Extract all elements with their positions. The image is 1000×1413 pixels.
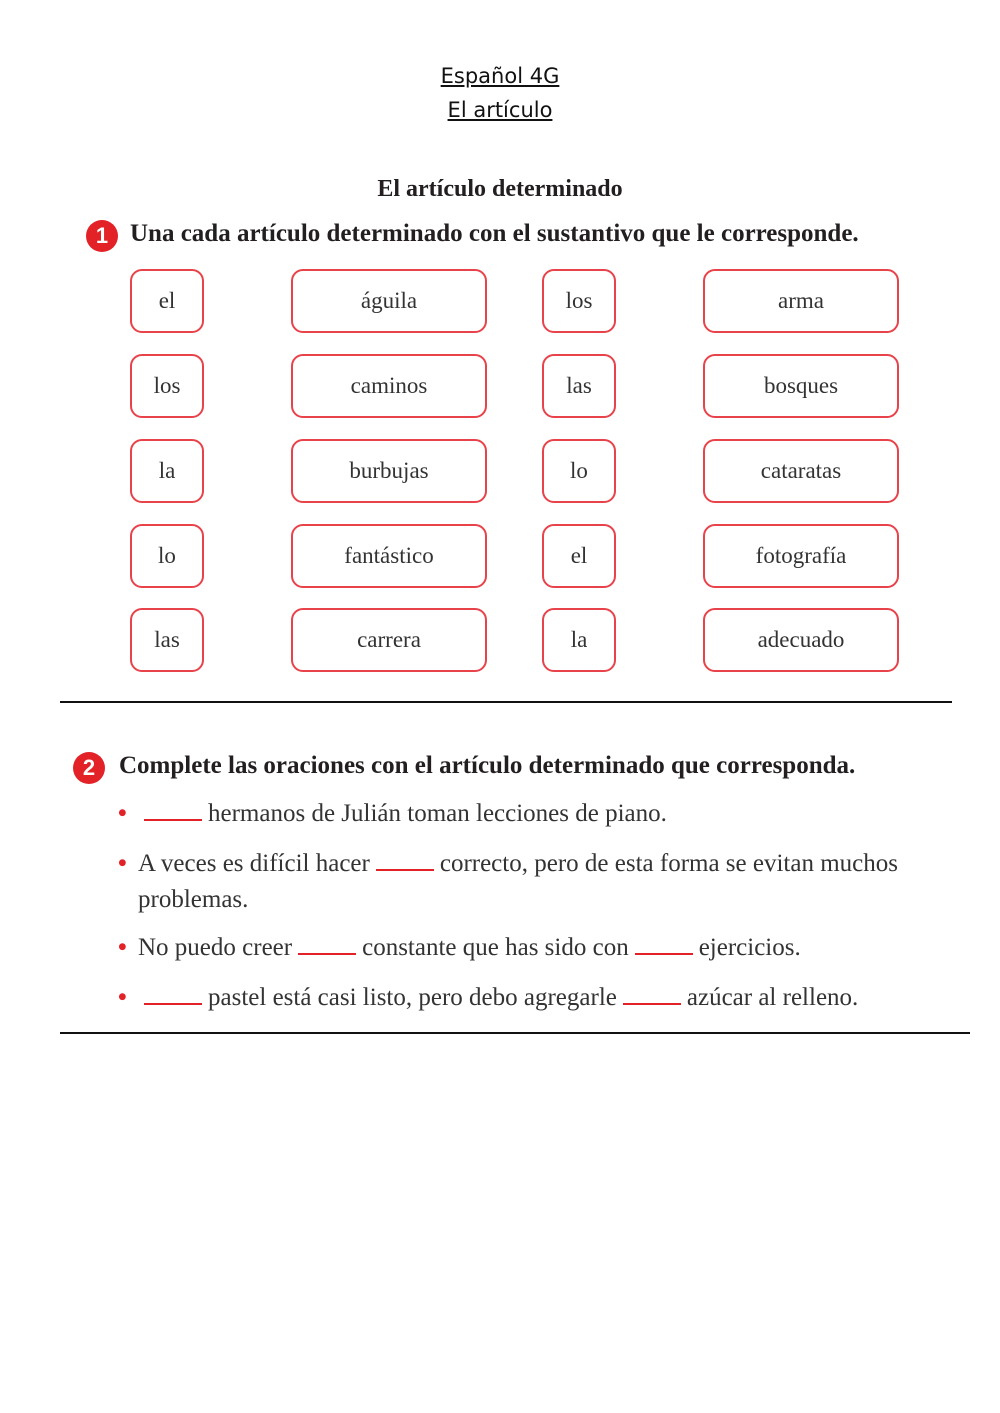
noun-box[interactable]: fantástico — [291, 524, 487, 588]
sentence-text: hermanos de Julián toman lecciones de piano. — [208, 800, 667, 827]
article-box[interactable]: la — [130, 439, 204, 503]
sentence-4 — [118, 984, 858, 1012]
section-divider — [60, 701, 952, 703]
sentence-text: ejercicios. — [698, 934, 801, 961]
noun-box[interactable]: burbujas — [291, 439, 487, 503]
article-box[interactable]: lo — [542, 439, 616, 503]
noun-box[interactable]: adecuado — [703, 608, 899, 672]
noun-box[interactable]: cataratas — [703, 439, 899, 503]
article-box[interactable]: las — [130, 608, 204, 672]
noun-box[interactable]: águila — [291, 269, 487, 333]
sentence-text: correcto, pero de esta forma se evitan muchos — [439, 850, 898, 877]
noun-box[interactable]: fotografía — [703, 524, 899, 588]
article-box[interactable]: las — [542, 354, 616, 418]
sentence-text: pastel está casi listo, pero debo agregarle — [208, 984, 617, 1011]
answer-blank[interactable] — [376, 868, 434, 871]
bullet: • — [118, 984, 127, 1011]
answer-blank[interactable] — [635, 952, 693, 955]
sentence-text: A veces es difícil hacer — [138, 850, 370, 877]
article-box[interactable]: los — [130, 354, 204, 418]
article-box[interactable]: el — [130, 269, 204, 333]
sentence-1 — [118, 800, 667, 828]
bullet: • — [118, 934, 127, 961]
noun-box[interactable]: bosques — [703, 354, 899, 418]
sentence-text: No puedo creer — [138, 934, 293, 961]
exercise-1-number-badge: 1 — [86, 220, 118, 252]
section-title: El artículo determinado — [377, 176, 623, 202]
worksheet-course-title: Español 4G — [440, 64, 560, 88]
noun-box[interactable]: arma — [703, 269, 899, 333]
sentence-2-continuation: problemas. — [138, 886, 249, 913]
worksheet-topic-title: El artículo — [447, 98, 553, 122]
noun-box[interactable]: carrera — [291, 608, 487, 672]
sentence-3 — [118, 934, 801, 962]
sentence-text: azúcar al relleno. — [686, 984, 859, 1011]
exercise-1-instruction: Una cada artículo determinado con el sustantivo que le corresponde. — [130, 220, 859, 247]
bullet: • — [118, 850, 127, 877]
article-box[interactable]: el — [542, 524, 616, 588]
section-divider — [60, 1032, 970, 1034]
answer-blank[interactable] — [144, 818, 202, 821]
article-box[interactable]: los — [542, 269, 616, 333]
article-box[interactable]: lo — [130, 524, 204, 588]
sentence-2 — [118, 850, 898, 878]
sentence-text: constante que has sido con — [362, 934, 629, 961]
noun-box[interactable]: caminos — [291, 354, 487, 418]
answer-blank[interactable] — [144, 1002, 202, 1005]
exercise-2-instruction: Complete las oraciones con el artículo determinado que corresponda. — [119, 752, 856, 779]
answer-blank[interactable] — [623, 1002, 681, 1005]
exercise-2-number-badge: 2 — [73, 752, 105, 784]
answer-blank[interactable] — [298, 952, 356, 955]
bullet: • — [118, 800, 127, 827]
article-box[interactable]: la — [542, 608, 616, 672]
